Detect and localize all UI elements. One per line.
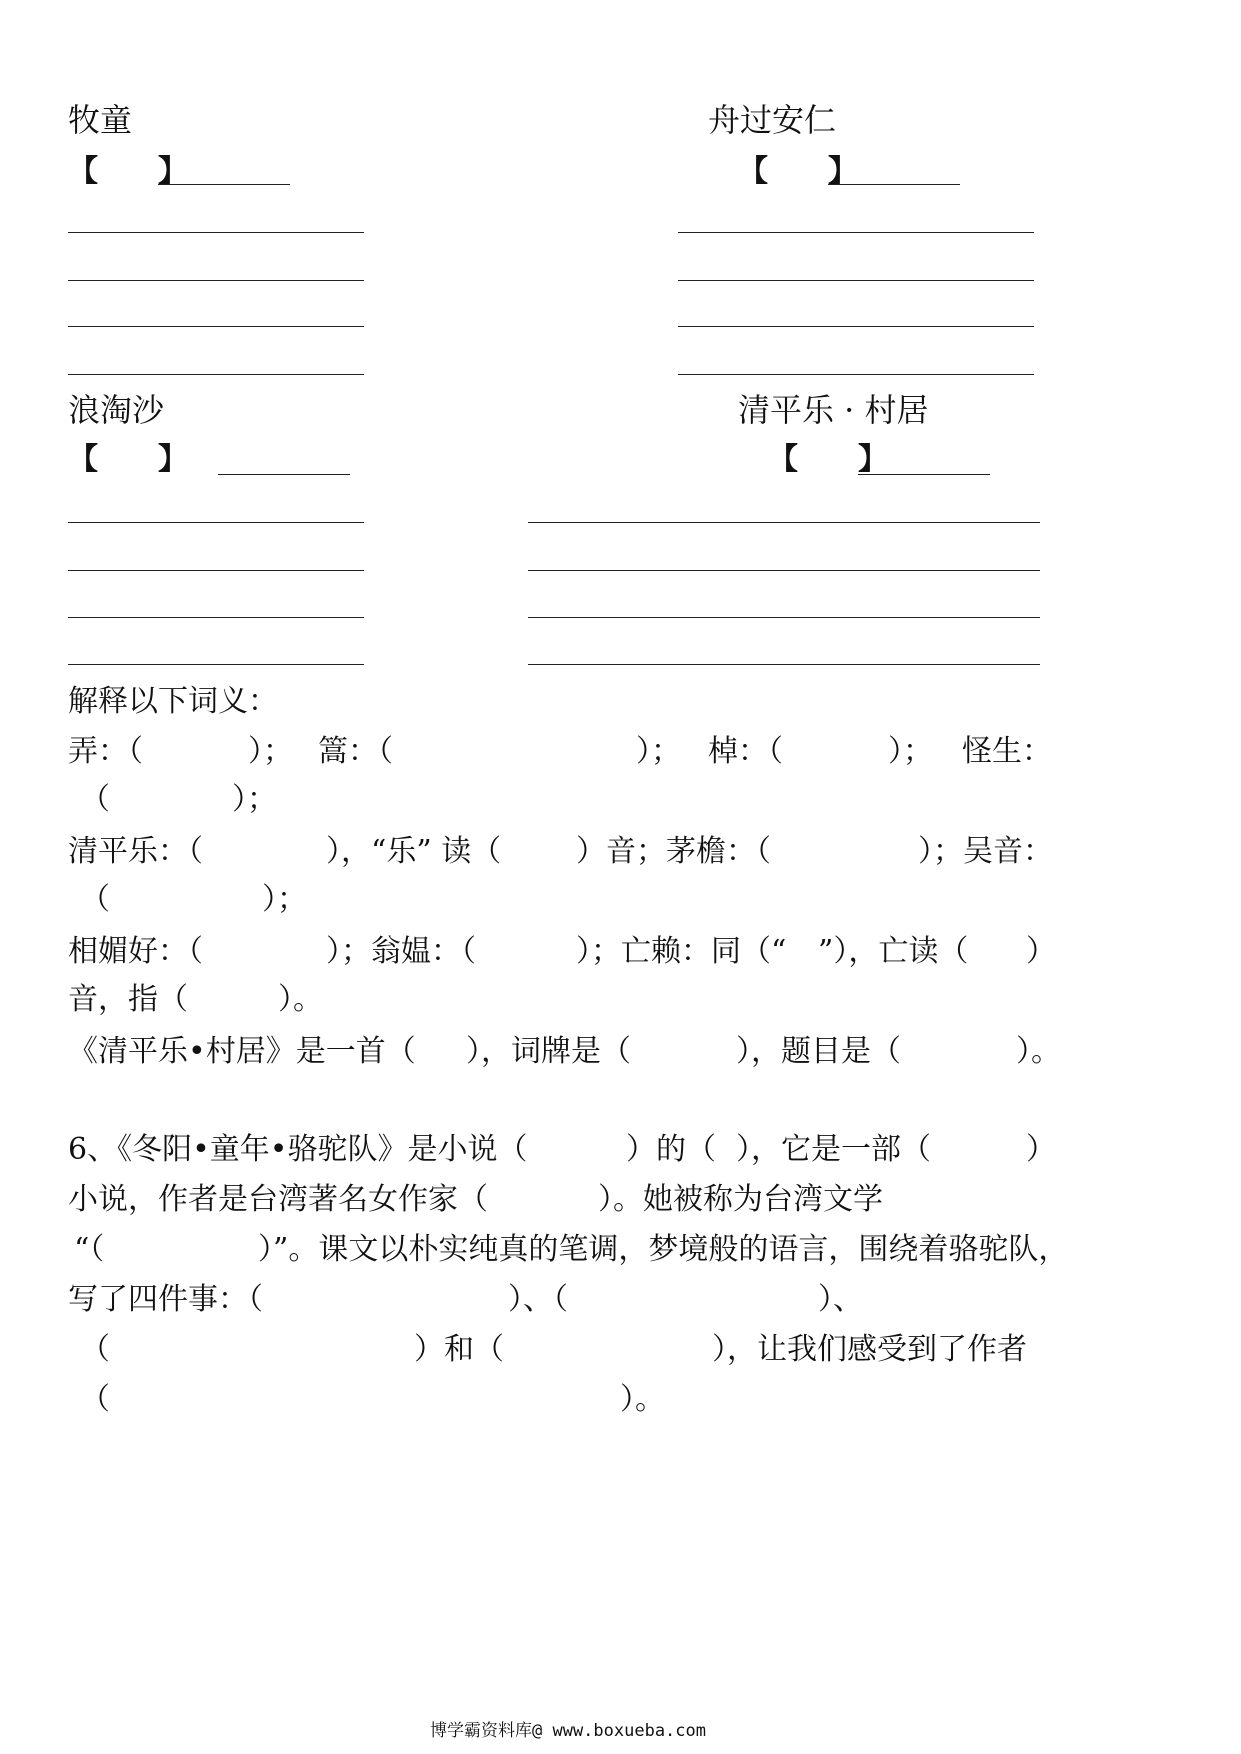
- vocab-segment: 相媚好：（: [68, 934, 203, 969]
- answer-line[interactable]: [68, 570, 364, 571]
- q6-segment: ）”。课文以朴实纯真的笔调，梦境般的语言，围绕着骆驼队，: [258, 1232, 1069, 1267]
- q6-segment: 小说，作者是台湾著名女作家（: [68, 1182, 488, 1217]
- poem-title-langtaosha: 浪淘沙: [68, 391, 165, 429]
- poem-bracket-qingpingle: 【 】: [768, 442, 888, 477]
- q6-segment: ）、（: [508, 1282, 568, 1317]
- q6-segment: ），让我们感受到了作者: [712, 1332, 1027, 1367]
- q6-segment: “（: [74, 1232, 105, 1267]
- q6-segment: （: [80, 1382, 110, 1417]
- answer-line[interactable]: [68, 326, 364, 327]
- q6-segment: ）。她被称为台湾文学: [598, 1182, 883, 1217]
- vocab-segment: 棹：（: [708, 734, 783, 769]
- poem-bracket-zhouguoanren: 【 】: [738, 154, 858, 189]
- q6-segment: ）的（: [626, 1132, 716, 1167]
- vocab-segment: ）音；茅檐：（: [576, 834, 771, 869]
- vocab-segment: 弄：（: [68, 734, 143, 769]
- vocab-segment: ）: [1026, 934, 1056, 969]
- q6-segment: （: [80, 1332, 110, 1367]
- q6-segment: ），它是一部（: [736, 1132, 931, 1167]
- vocab-segment: ）；: [248, 734, 293, 769]
- vocab-segment: （: [80, 782, 110, 817]
- q6-segment: 6、《冬阳•童年•骆驼队》是小说（: [68, 1132, 528, 1167]
- answer-line[interactable]: [68, 522, 364, 523]
- answer-line[interactable]: [528, 617, 1040, 618]
- vocab-segment: ），题目是（: [736, 1034, 901, 1069]
- poem-title-zhouguoanren: 舟过安仁: [708, 101, 837, 139]
- vocab-heading: 解释以下词义：: [68, 684, 278, 719]
- poem-title-qingpingle: 清平乐 · 村居: [738, 391, 929, 429]
- vocab-segment: ）。: [278, 982, 323, 1017]
- answer-line[interactable]: [678, 232, 1034, 233]
- vocab-segment: ）；: [636, 734, 681, 769]
- vocab-segment: 《清平乐•村居》是一首（: [68, 1034, 416, 1069]
- answer-line[interactable]: [68, 664, 364, 665]
- vocab-segment: ）；: [262, 882, 307, 917]
- vocab-segment: ），“乐” 读（: [326, 834, 502, 869]
- q6-segment: ）和（: [414, 1332, 504, 1367]
- answer-line[interactable]: [68, 280, 364, 281]
- vocab-segment: ）；: [888, 734, 933, 769]
- q6-segment: ）、: [818, 1282, 863, 1317]
- answer-line[interactable]: [68, 374, 364, 375]
- answer-line[interactable]: [678, 374, 1034, 375]
- vocab-segment: ”），亡读（: [818, 934, 969, 969]
- poem-bracket-mutong: 【 】: [68, 154, 188, 189]
- vocab-segment: （: [80, 882, 110, 917]
- vocab-segment: ），词牌是（: [466, 1034, 631, 1069]
- vocab-segment: 清平乐：（: [68, 834, 203, 869]
- poem-bracket-langtaosha: 【 】: [68, 442, 188, 477]
- author-blank-qingpingle[interactable]: [858, 474, 990, 475]
- answer-line[interactable]: [68, 617, 364, 618]
- vocab-segment: 怪生：: [962, 734, 1052, 769]
- vocab-segment: 音，指（: [68, 982, 188, 1017]
- q6-segment: ）。: [620, 1382, 665, 1417]
- q6-segment: ）: [1026, 1132, 1056, 1167]
- author-blank-zhouguoanren[interactable]: [828, 184, 960, 185]
- poem-title-mutong: 牧童: [68, 101, 133, 139]
- answer-line[interactable]: [68, 232, 364, 233]
- vocab-segment: ）；亡赖：同（“: [576, 934, 787, 969]
- vocab-segment: ）；翁媪：（: [326, 934, 476, 969]
- answer-line[interactable]: [528, 664, 1040, 665]
- author-blank-langtaosha[interactable]: [218, 474, 350, 475]
- answer-line[interactable]: [678, 280, 1034, 281]
- footer-watermark: 博学霸资料库@ www.boxueba.com: [430, 1721, 706, 1741]
- answer-line[interactable]: [678, 326, 1034, 327]
- author-blank-mutong[interactable]: [158, 184, 290, 185]
- vocab-segment: ）；: [232, 782, 277, 817]
- q6-segment: 写了四件事：（: [68, 1282, 263, 1317]
- vocab-segment: ）。: [1016, 1034, 1061, 1069]
- answer-line[interactable]: [528, 522, 1040, 523]
- vocab-segment: 篙：（: [318, 734, 393, 769]
- answer-line[interactable]: [528, 570, 1040, 571]
- vocab-segment: ）；吴音：: [918, 834, 1053, 869]
